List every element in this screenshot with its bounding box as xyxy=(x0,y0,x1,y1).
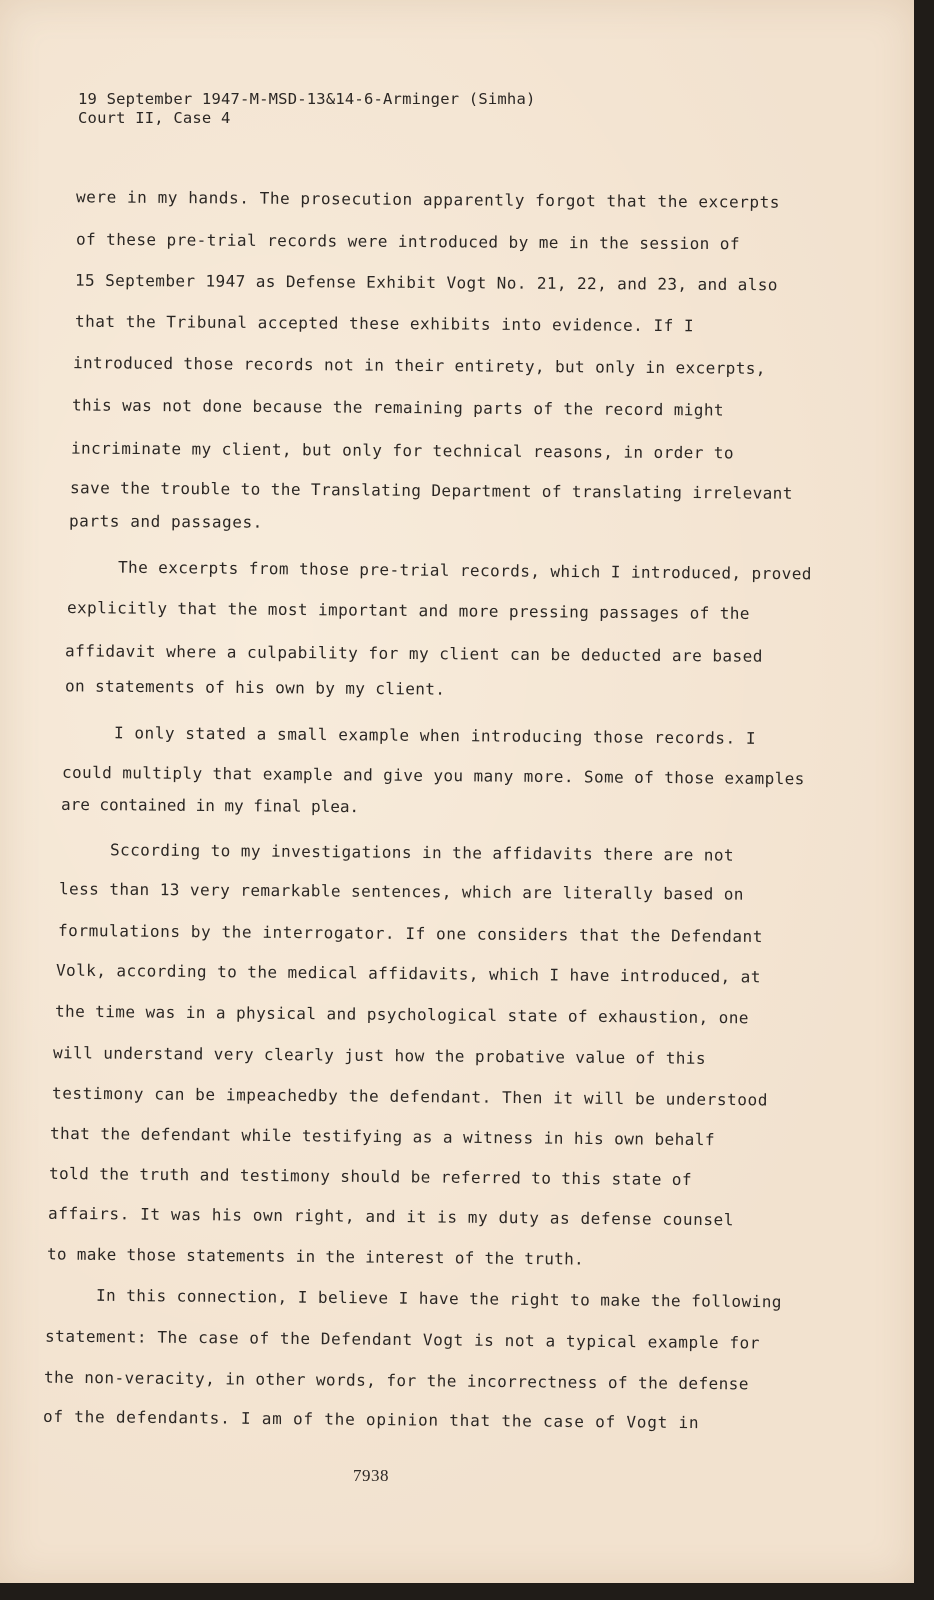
body-line: statement: The case of the Defendant Vogt is not a typical example for xyxy=(44,1326,761,1353)
body-line: In this connection, I believe I have the right to make the following xyxy=(95,1285,783,1312)
body-line: Sccording to my investigations in the affidavits there are not xyxy=(109,840,735,865)
body-line: formulations by the interrogator. If one considers that the Defendant xyxy=(57,920,764,947)
body-line: of these pre-trial records were introduced by me in the session of xyxy=(75,229,741,254)
body-line: of the defendants. I am of the opinion that the case of Vogt in xyxy=(42,1406,700,1433)
body-line: to make those statements in the interest of the truth. xyxy=(46,1244,585,1269)
body-line: that the defendant while testifying as a witness in his own behalf xyxy=(49,1123,716,1150)
body-line: will understand very clearly just how the probative value of this xyxy=(52,1043,707,1068)
body-line: this was not done because the remaining parts of the record might xyxy=(71,395,725,420)
body-line: I only stated a small example when introducing those records. I xyxy=(113,723,757,748)
body-line: less than 13 very remarkable sentences, which are literally based on xyxy=(58,879,744,904)
body-line: save the trouble to the Translating Department of translating irrelevant xyxy=(69,478,793,503)
body-line: are contained in my final plea. xyxy=(60,794,360,817)
body-line: could multiply that example and give you many more. Some of those examples xyxy=(61,762,805,789)
body-line: that the Tribunal accepted these exhibits into evidence. If I xyxy=(74,311,695,336)
page-number: 7938 xyxy=(353,1466,389,1485)
body-line: on statements of his own by my client. xyxy=(64,676,446,699)
body-line: The excerpts from those pre-trial records, which I introduced, proved xyxy=(117,557,812,584)
body-line: testimony can be impeachedby the defendant. Then it will be understood xyxy=(51,1083,769,1110)
body-line: were in my hands. The prosecution apparently forgot that the excerpts xyxy=(75,187,781,212)
body-line: the time was in a physical and psychological state of exhaustion, one xyxy=(54,1001,749,1028)
body-line: told the truth and testimony should be referred to this state of xyxy=(48,1163,693,1190)
body-line: introduced those records not in their entirety, but only in excerpts, xyxy=(72,353,766,378)
body-line: explicitly that the most important and more pressing passages of the xyxy=(66,598,750,623)
header-line-date-case-ref: 19 September 1947-M-MSD-13&14-6-Arminger (Simha) xyxy=(78,90,536,108)
body-line: affidavit where a culpability for my client can be deducted are based xyxy=(64,641,764,666)
document-header xyxy=(78,90,536,128)
header-line-court-case: Court II, Case 4 xyxy=(78,109,231,127)
body-line: parts and passages. xyxy=(68,511,263,532)
body-line: Volk, according to the medical affidavits, which I have introduced, at xyxy=(55,960,761,987)
body-line: incriminate my client, but only for technical reasons, in order to xyxy=(70,438,734,463)
body-line: 15 September 1947 as Defense Exhibit Vogt No. 21, 22, and 23, and also xyxy=(74,270,778,295)
body-line: the non-veracity, in other words, for the incorrectness of the defense xyxy=(43,1367,749,1394)
body-line: affairs. It was his own right, and it is my duty as defense counsel xyxy=(47,1203,735,1230)
